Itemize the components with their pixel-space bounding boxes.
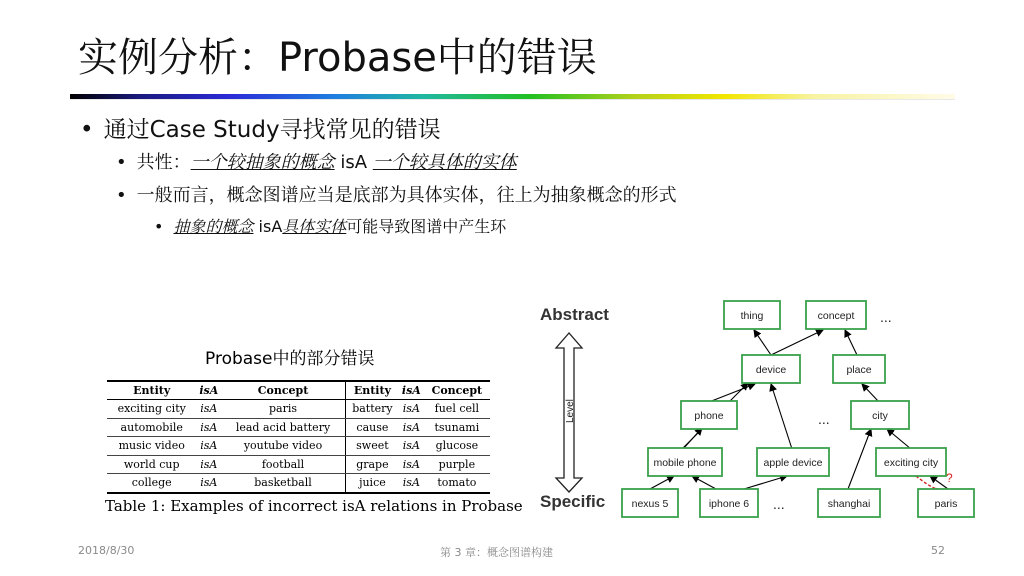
footer-date: 2018/8/30	[78, 544, 135, 557]
edge-shanghai-city	[848, 429, 871, 489]
table-cell: automobile	[107, 418, 196, 437]
table-cell: cause	[345, 418, 399, 437]
header-cell: isA	[196, 381, 221, 400]
ellipsis-middle: ...	[818, 411, 830, 427]
header-cell: Entity	[345, 381, 399, 400]
table-cell: world cup	[107, 455, 196, 474]
table-caption: Table 1: Examples of incorrect isA relations in Probase	[105, 497, 523, 515]
header-cell: Entity	[107, 381, 196, 400]
header-cell: isA	[399, 381, 424, 400]
footer-page-number: 52	[931, 544, 945, 557]
slide-title: 实例分析：Probase中的错误	[78, 35, 597, 81]
bullet-dot: •	[80, 117, 94, 143]
table-cell: battery	[345, 400, 399, 419]
table-cell: juice	[359, 476, 386, 490]
edge-place-concept	[845, 330, 857, 355]
table-cell: isA	[399, 455, 424, 474]
node-phone-label: phone	[694, 410, 724, 422]
table-cell: isA	[399, 418, 424, 437]
node-place-label: place	[846, 364, 872, 376]
header-cell: Concept	[221, 381, 345, 400]
error-question-mark: ?	[946, 471, 953, 485]
emphasis-entity: 具体实体	[282, 217, 347, 236]
table-cell: lead acid battery	[221, 418, 345, 437]
edge-iphone6-appledevice	[744, 476, 787, 489]
isa-text: isA	[334, 152, 373, 173]
edge-device-thing	[754, 330, 771, 355]
edge-iphone6-mobilephone	[692, 476, 716, 489]
table-cell: isA	[196, 455, 221, 474]
table-cell: grape	[345, 455, 399, 474]
footer-chapter: 第 3 章：概念图谱构建	[440, 546, 553, 559]
node-nexus5-label: nexus 5	[631, 498, 669, 510]
table-cell: isA	[200, 476, 218, 490]
table-cell: isA	[196, 418, 221, 437]
node-appledevice-label: apple device	[763, 457, 823, 469]
table-cell: college	[131, 476, 172, 490]
table-cell: isA	[196, 437, 221, 456]
table-cell: purple	[424, 455, 490, 474]
header-cell: Concept	[424, 381, 490, 400]
edge-appledevice-device	[771, 384, 792, 449]
table-cell: glucose	[424, 437, 490, 456]
node-shanghai-label: shanghai	[827, 498, 871, 510]
table-cell: fuel cell	[424, 400, 490, 419]
table-cell: basketball	[221, 474, 345, 493]
edge-device-concept	[771, 330, 823, 355]
bullet-prefix: 共性：	[136, 152, 191, 173]
edge-nexus5-mobilephone	[650, 476, 674, 489]
node-excitingcity-label: exciting city	[883, 457, 939, 469]
bullet-dot: •	[116, 152, 127, 173]
table-heading: Probase中的部分错误	[205, 349, 375, 369]
node-city-label: city	[872, 410, 888, 422]
node-iphone6-label: iphone 6	[708, 498, 750, 510]
axis-specific-label: Specific	[540, 492, 606, 511]
isa-text: isA	[253, 217, 283, 236]
ellipsis-top: ...	[880, 309, 892, 325]
edge-excitingcity-city	[887, 429, 911, 449]
bullet-text: 通过Case Study寻找常见的错误	[103, 117, 441, 143]
table-cell: isA	[399, 400, 424, 419]
node-thing-label: thing	[740, 310, 764, 322]
emphasis-abstract: 抽象的概念	[173, 217, 254, 236]
table-cell: isA	[399, 437, 424, 456]
table-cell: tomato	[437, 476, 477, 490]
emphasis-abstract-concept: 一个较抽象的概念	[190, 152, 335, 173]
edge-city-place	[862, 384, 879, 402]
axis-level-label: Level	[565, 399, 576, 423]
ellipsis-bottom: ...	[773, 496, 785, 512]
bullet-dot: •	[116, 185, 127, 206]
table-cell: paris	[221, 400, 345, 419]
node-concept-label: concept	[817, 310, 855, 322]
table-cell: music video	[107, 437, 196, 456]
node-mobilephone-label: mobile phone	[653, 457, 717, 469]
node-device-label: device	[755, 364, 787, 376]
table-cell: youtube video	[221, 437, 345, 456]
table-cell: isA	[196, 400, 221, 419]
bullet-dot: •	[154, 217, 164, 236]
table-cell: football	[221, 455, 345, 474]
axis-abstract-label: Abstract	[540, 305, 609, 324]
bullet-text: 一般而言，概念图谱应当是底部为具体实体，往上为抽象概念的形式	[136, 185, 677, 206]
bullet-suffix: 可能导致图谱中产生环	[346, 217, 507, 236]
table-cell: isA	[402, 476, 420, 490]
emphasis-specific-entity: 一个较具体的实体	[372, 152, 517, 173]
table-cell: tsunami	[424, 418, 490, 437]
table-cell: exciting city	[107, 400, 196, 419]
table-cell: sweet	[345, 437, 399, 456]
node-paris-label: paris	[934, 498, 958, 510]
